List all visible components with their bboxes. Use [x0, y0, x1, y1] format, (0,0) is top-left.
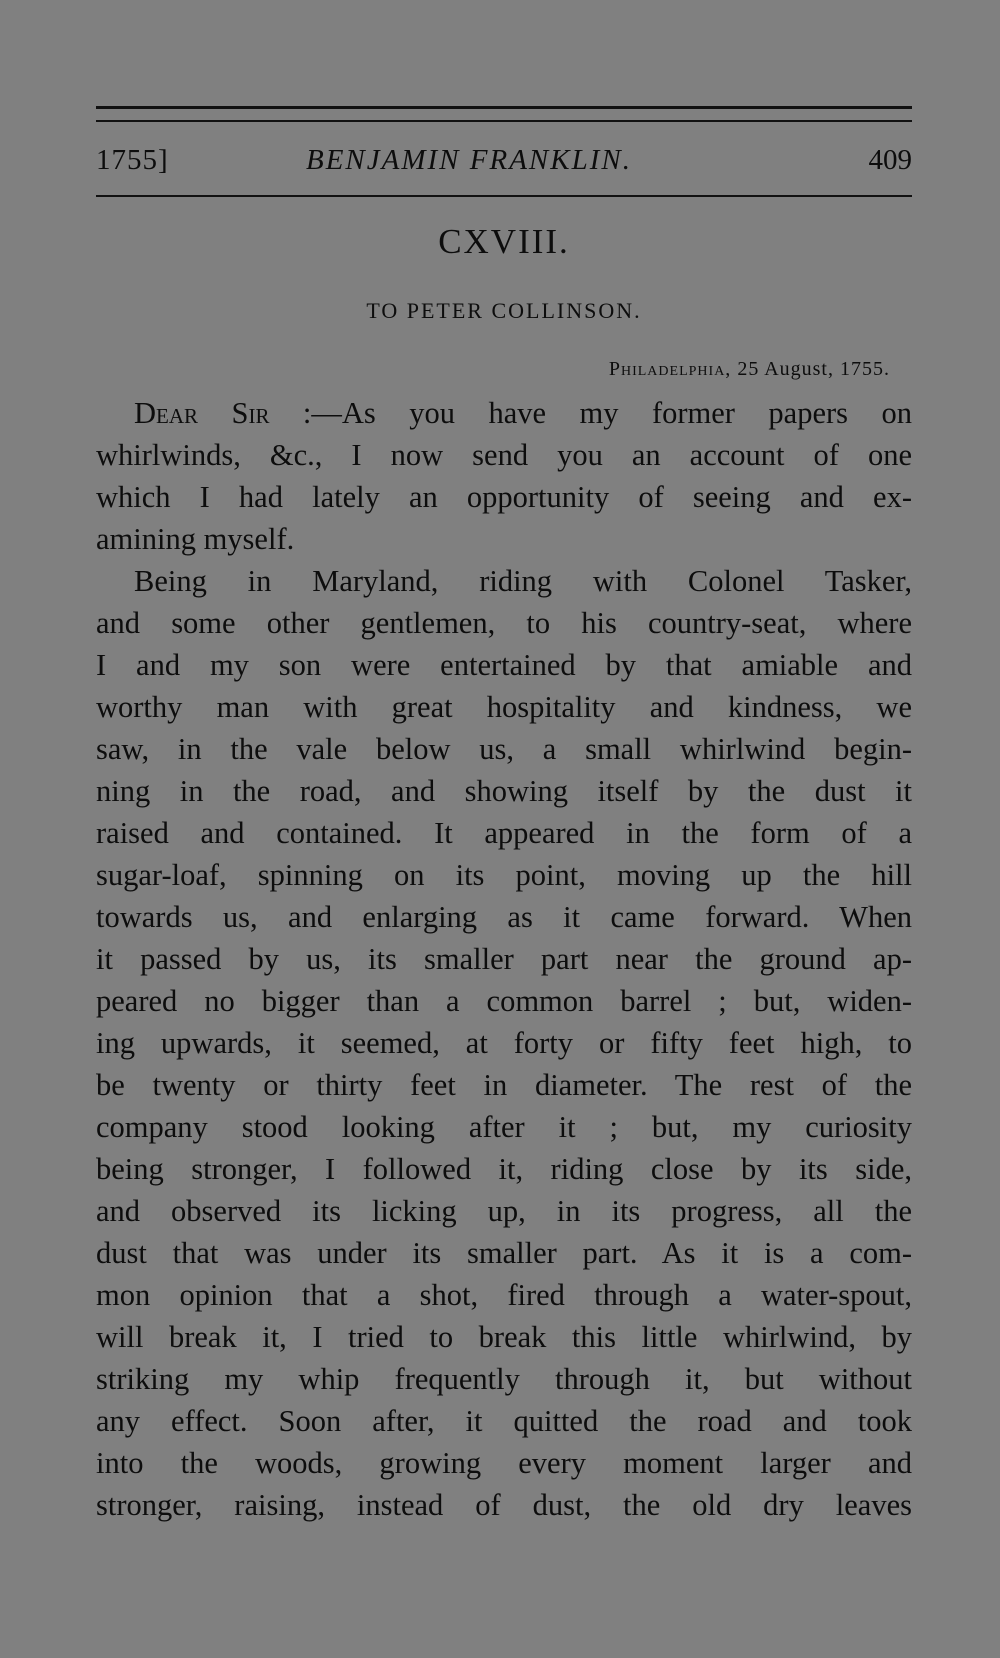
text-line: will break it, I tried to break this little whirlwind, by	[96, 1320, 912, 1354]
header-rule-top	[96, 106, 912, 109]
text-line: ning in the road, and showing itself by the dust it	[96, 774, 912, 808]
text-line: whirlwinds, &c., I now send you an account of one	[96, 438, 912, 472]
text-line: being stronger, I followed it, riding close by its side,	[96, 1152, 912, 1186]
salutation: Dear Sir	[134, 396, 270, 430]
text-line: and some other gentlemen, to his country-seat, where	[96, 606, 912, 640]
letter-number: CXVIII.	[438, 222, 570, 261]
text-line: and observed its licking up, in its progress, all the	[96, 1194, 912, 1228]
book-page	[96, 0, 912, 1658]
letter-recipient: TO PETER COLLINSON.	[366, 298, 642, 323]
text-line: Being in Maryland, riding with Colonel Tasker,	[134, 564, 912, 598]
text-line: raised and contained. It appeared in the form of a	[96, 816, 912, 850]
page-number: 409	[868, 144, 912, 176]
text-line: peared no bigger than a common barrel ; but, widen-	[96, 984, 912, 1018]
text-line: any effect. Soon after, it quitted the road and took	[96, 1404, 912, 1438]
text-line: striking my whip frequently through it, but without	[96, 1362, 912, 1396]
text-line: sugar-loaf, spinning on its point, moving up the hill	[96, 858, 912, 892]
text-line-content: :—As you have my former papers on	[269, 396, 912, 430]
text-line: towards us, and enlarging as it came forward. When	[96, 900, 912, 934]
header-rule-second	[96, 120, 912, 122]
text-line: stronger, raising, instead of dust, the old dry leaves	[96, 1488, 912, 1522]
text-line: which I had lately an opportunity of seeing and ex-	[96, 480, 912, 514]
text-line: worthy man with great hospitality and kindness, we	[96, 690, 912, 724]
text-line: I and my son were entertained by that amiable and	[96, 648, 912, 682]
text-line: dust that was under its smaller part. As it is a com-	[96, 1236, 912, 1270]
letter-body	[96, 392, 912, 1526]
text-line: company stood looking after it ; but, my curiosity	[96, 1110, 912, 1144]
text-line: ing upwards, it seemed, at forty or fifty feet high, to	[96, 1026, 912, 1060]
text-line: into the woods, growing every moment larger and	[96, 1446, 912, 1480]
text-line: amining myself.	[96, 522, 295, 556]
running-head-title: BENJAMIN FRANKLIN.	[306, 144, 632, 176]
dateline-date: 25 August, 1755.	[731, 358, 890, 380]
dateline	[609, 358, 890, 381]
text-line: it passed by us, its smaller part near the ground ap-	[96, 942, 912, 976]
running-head-year: 1755]	[96, 144, 169, 176]
header-rule-bottom	[96, 195, 912, 197]
dateline-place: Philadelphia,	[608, 358, 732, 380]
text-line: saw, in the vale below us, a small whirlwind begin-	[96, 732, 912, 766]
running-head	[96, 142, 912, 178]
text-line: be twenty or thirty feet in diameter. The rest of the	[96, 1068, 912, 1102]
text-line	[96, 392, 912, 434]
text-line: mon opinion that a shot, fired through a water-spout,	[96, 1278, 912, 1312]
